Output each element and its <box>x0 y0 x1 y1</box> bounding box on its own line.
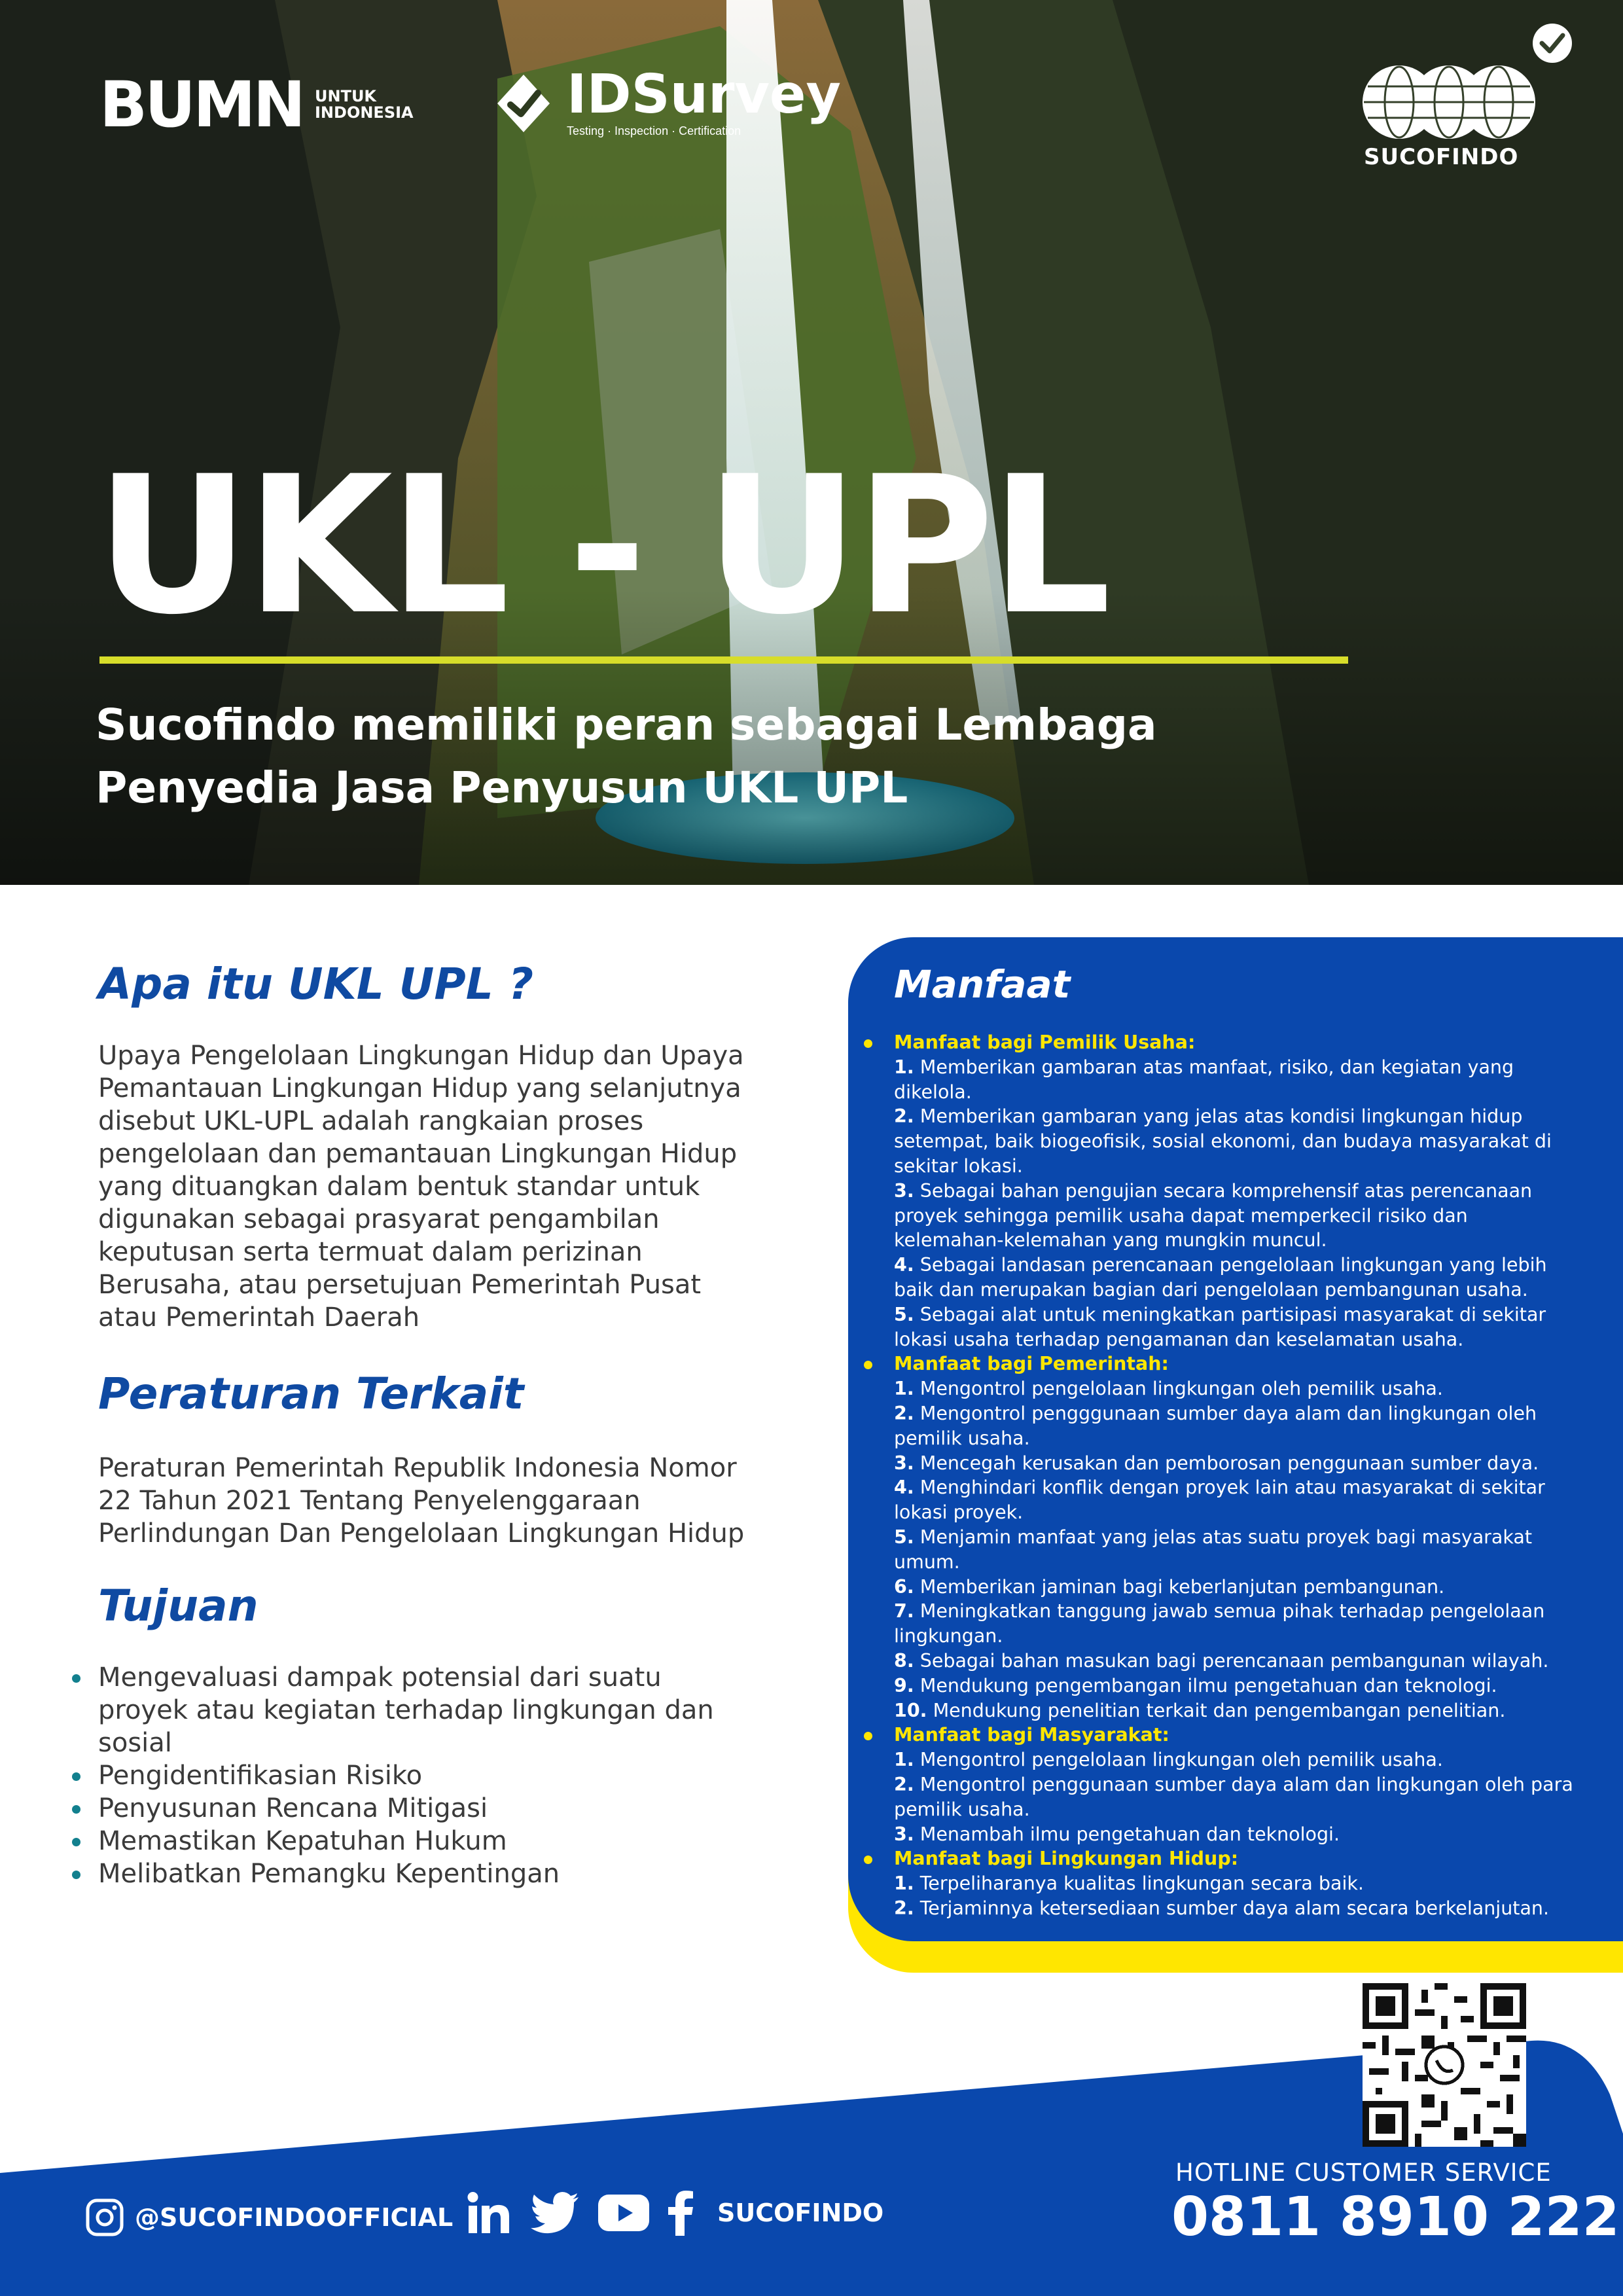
hotline-label: HOTLINE CUSTOMER SERVICE <box>1175 2159 1552 2187</box>
item-number: 5. <box>894 1303 914 1325</box>
item-text: umum. <box>894 1551 960 1573</box>
about-line: atau Pemerintah Daerah <box>98 1302 420 1333</box>
item-text: Mendukung penelitian terkait dan pengembangan penelitian. <box>933 1699 1506 1721</box>
sucofindo-logo-name: SUCOFINDO <box>1364 144 1519 170</box>
item-number: 1. <box>894 1873 914 1895</box>
item-text: Sebagai bahan pengujian secara komprehensif atas perencanaan <box>919 1179 1533 1202</box>
item-text: setempat, baik biogeofisik, sosial ekonomi, dan budaya masyarakat di <box>894 1130 1552 1153</box>
linkedin-icon[interactable] <box>466 2190 512 2236</box>
item-text: sekitar lokasi. <box>894 1155 1023 1177</box>
about-line: pengelolaan dan pemantauan Lingkungan Hidup <box>98 1139 738 1169</box>
item-number: 2. <box>894 1897 914 1919</box>
item-text: Sebagai landasan perencanaan pengelolaan lingkungan yang lebih <box>919 1254 1547 1276</box>
item-text: Menghindari konflik dengan proyek lain atau masyarakat di sekitar <box>919 1477 1545 1499</box>
goals-item-line: Mengevaluasi dampak potensial dari suatu <box>98 1662 662 1693</box>
item-number: 2. <box>894 1773 914 1795</box>
hero-title: UKL - UPL <box>96 436 1108 656</box>
item-number: 3. <box>894 1823 914 1845</box>
goals-item-line: Melibatkan Pemangku Kepentingan <box>98 1859 560 1889</box>
item-number: 2. <box>894 1402 914 1424</box>
goals-item-line: proyek atau kegiatan terhadap lingkungan dan <box>98 1695 714 1725</box>
item-number: 6. <box>894 1575 914 1598</box>
instagram-handle: @SUCOFINDOOFFICIAL <box>135 2203 454 2232</box>
about-line: yang dituangkan dalam bentuk standar untuk <box>98 1172 700 1202</box>
about-line: Pemantauan Lingkungan Hidup yang selanjutnya <box>98 1073 741 1103</box>
item-text: Menjamin manfaat yang jelas atas suatu proyek bagi masyarakat <box>919 1526 1533 1548</box>
idsurvey-tagline: Testing · Inspection · Certification <box>567 124 741 137</box>
item-number: 1. <box>894 1056 914 1078</box>
item-number: 5. <box>894 1526 914 1548</box>
about-line: Berusaha, atau persetujuan Pemerintah Pusat <box>98 1270 702 1300</box>
item-text: Mengontrol pengggunaan sumber daya alam dan lingkungan oleh <box>919 1402 1537 1424</box>
regulation-line: Peraturan Pemerintah Republik Indonesia Nomor <box>98 1453 737 1483</box>
item-text: Mendukung pengembangan ilmu pengetahuan dan teknologi. <box>919 1674 1497 1696</box>
social-links <box>466 2190 883 2236</box>
social-brand-name: SUCOFINDO <box>717 2198 884 2227</box>
hotline-number[interactable]: 0811 8910 222 <box>1171 2186 1620 2248</box>
benefits-group-title-text: Manfaat bagi Pemilik Usaha: <box>894 1031 1196 1053</box>
goals-item-line: Memastikan Kepatuhan Hukum <box>98 1826 507 1856</box>
regulation-line: Perlindungan Dan Pengelolaan Lingkungan Hidup <box>98 1518 745 1549</box>
item-text: Memberikan jaminan bagi keberlanjutan pembangunan. <box>919 1575 1445 1598</box>
about-line: Upaya Pengelolaan Lingkungan Hidup dan Upaya <box>98 1041 744 1071</box>
about-line: disebut UKL-UPL adalah rangkaian proses <box>98 1106 644 1136</box>
about-line: digunakan sebagai prasyarat pengambilan <box>98 1204 660 1234</box>
item-text: Mengontrol pengelolaan lingkungan oleh pemilik usaha. <box>919 1749 1443 1771</box>
goals-heading: Tujuan <box>98 1581 259 1631</box>
item-text: Memberikan gambaran atas manfaat, risiko, dan kegiatan yang <box>919 1056 1514 1078</box>
hero-subtitle-line2: Penyedia Jasa Penyusun UKL UPL <box>96 762 908 813</box>
instagram-icon <box>85 2198 124 2237</box>
item-text: kelemahan-kelemahan yang mungkin muncul. <box>894 1229 1327 1251</box>
item-text: dikelola. <box>894 1081 972 1103</box>
item-text: lokasi proyek. <box>894 1501 1024 1524</box>
goals-item-line: Pengidentifikasian Risiko <box>98 1761 423 1791</box>
item-text: pemilik usaha. <box>894 1798 1030 1820</box>
bumn-logo-mark: BUMN <box>99 68 303 141</box>
goals-item-line: sosial <box>98 1728 172 1758</box>
item-text: lokasi usaha terhadap pengamanan dan keselamatan usaha. <box>894 1328 1464 1350</box>
idsurvey-name: IDSurvey <box>567 63 841 126</box>
qr-code[interactable] <box>1363 1983 1526 2147</box>
item-number: 1. <box>894 1749 914 1771</box>
item-number: 9. <box>894 1674 914 1696</box>
hero-subtitle-line1: Sucofindo memiliki peran sebagai Lembaga <box>96 700 1157 750</box>
item-number: 8. <box>894 1649 914 1672</box>
item-text: Memberikan gambaran yang jelas atas kondisi lingkungan hidup <box>919 1105 1523 1128</box>
bumn-logo-sub-line1: UNTUK <box>315 86 377 105</box>
facebook-icon[interactable] <box>668 2190 694 2236</box>
benefits-group-title-text: Manfaat bagi Lingkungan Hidup: <box>894 1848 1239 1870</box>
item-text: pemilik usaha. <box>894 1427 1030 1449</box>
item-text: Sebagai alat untuk meningkatkan partisipasi masyarakat di sekitar <box>919 1303 1546 1325</box>
item-text: baik dan merupakan bagian dari pengelolaan pembangunan usaha. <box>894 1278 1528 1300</box>
item-number: 1. <box>894 1378 914 1400</box>
qr-code-pattern <box>1363 1983 1526 2147</box>
item-number: 7. <box>894 1600 914 1623</box>
item-text: Mengontrol penggunaan sumber daya alam dan lingkungan oleh para <box>919 1773 1573 1795</box>
item-number: 3. <box>894 1452 914 1474</box>
item-number: 10. <box>894 1699 927 1721</box>
goals-item-line: Penyusunan Rencana Mitigasi <box>98 1793 488 1823</box>
benefits-group-title-text: Manfaat bagi Pemerintah: <box>894 1353 1169 1375</box>
about-line: keputusan serta termuat dalam perizinan <box>98 1237 643 1267</box>
item-text: Sebagai bahan masukan bagi perencanaan pembangunan wilayah. <box>919 1649 1549 1672</box>
item-text: Mencegah kerusakan dan pemborosan penggunaan sumber daya. <box>919 1452 1539 1474</box>
item-text: Menambah ilmu pengetahuan dan teknologi. <box>919 1823 1340 1845</box>
item-text: Terjaminnya ketersediaan sumber daya alam secara berkelanjutan. <box>919 1897 1550 1919</box>
item-number: 3. <box>894 1179 914 1202</box>
twitter-icon[interactable] <box>530 2192 580 2234</box>
regulation-heading: Peraturan Terkait <box>98 1369 524 1419</box>
item-text: proyek sehingga pemilik usaha dapat memperkecil risiko dan <box>894 1204 1468 1227</box>
item-number: 4. <box>894 1477 914 1499</box>
item-text: lingkungan. <box>894 1625 1003 1647</box>
youtube-icon[interactable] <box>598 2195 649 2231</box>
benefits-heading: Manfaat <box>894 962 1071 1007</box>
item-text: Mengontrol pengelolaan lingkungan oleh pemilik usaha. <box>919 1378 1443 1400</box>
item-text: Meningkatkan tanggung jawab semua pihak terhadap pengelolaan <box>919 1600 1545 1623</box>
instagram-link[interactable] <box>85 2198 453 2237</box>
regulation-line: 22 Tahun 2021 Tentang Penyelenggaraan <box>98 1486 641 1516</box>
item-number: 4. <box>894 1254 914 1276</box>
item-text: Terpeliharanya kualitas lingkungan secara baik. <box>919 1873 1364 1895</box>
bumn-logo-sub-line2: INDONESIA <box>315 103 414 122</box>
about-heading: Apa itu UKL UPL ? <box>98 959 534 1009</box>
item-number: 2. <box>894 1105 914 1128</box>
benefits-group-title-text: Manfaat bagi Masyarakat: <box>894 1724 1169 1746</box>
